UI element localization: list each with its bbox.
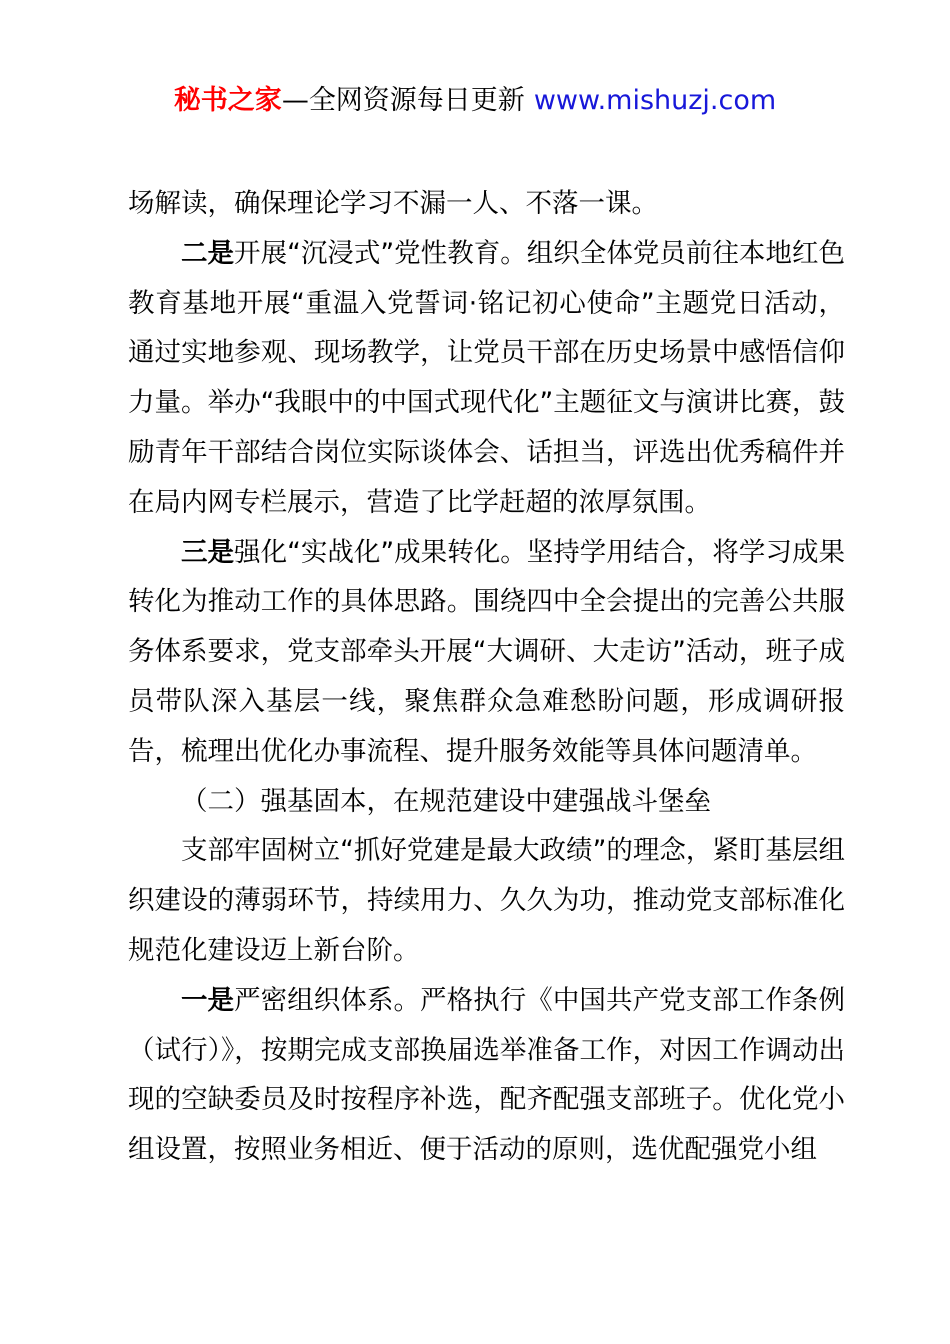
- page-header: [0, 0, 950, 121]
- site-url-link[interactable]: www.mishuzj.com: [533, 85, 777, 116]
- paragraph: 场解读，确保理论学习不漏一人、不落一课。: [128, 188, 658, 219]
- paragraph: 二是开展“沉浸式”党性教育。组织全体党员前往本地红色教育基地开展“重温入党誓词·铭记初心使命”主题党日活动，通过实地参观、现场教学，让党员干部在历史场景中感悟信仰力量。举办“我眼中的中国式现代化”主题征文与演讲比赛，鼓励青年干部结合岗位实际谈体会、话担当，评选出优秀稿件并在局内网专栏展示，营造了比学赶超的浓厚氛围。: [128, 237, 845, 518]
- paragraph: 三是强化“实战化”成果转化。坚持学用结合，将学习成果转化为推动工作的具体思路。围绕四中全会提出的完善公共服务体系要求，党支部牵头开展“大调研、大走访”活动，班子成员带队深入基层一线，聚焦群众急难愁盼问题，形成调研报告，梳理出优化办事流程、提升服务效能等具体问题清单。: [128, 536, 845, 767]
- paragraph: 支部牢固树立“抓好党建是最大政绩”的理念，紧盯基层组织建设的薄弱环节，持续用力、久久为功，推动党支部标准化规范化建设迈上新台阶。: [128, 835, 845, 966]
- header-tagline: —全网资源每日更新: [281, 85, 525, 116]
- paragraph: 一是严密组织体系。严格执行《中国共产党支部工作条例（试行）》，按期完成支部换届选举准备工作，对因工作调动出现的空缺委员及时按程序补选，配齐配强支部班子。优化党小组设置，按照业务相近、便于活动的原则，选优配强党小组: [128, 984, 845, 1166]
- paragraph: （二）强基固本，在规范建设中建强战斗堡垒: [181, 785, 711, 817]
- document-body: [128, 179, 845, 1175]
- paragraph-lead: 二是: [181, 237, 235, 269]
- paragraph-lead: 三是: [181, 536, 235, 568]
- site-brand: 秘书之家: [173, 85, 282, 116]
- paragraph-lead: 一是: [181, 984, 235, 1016]
